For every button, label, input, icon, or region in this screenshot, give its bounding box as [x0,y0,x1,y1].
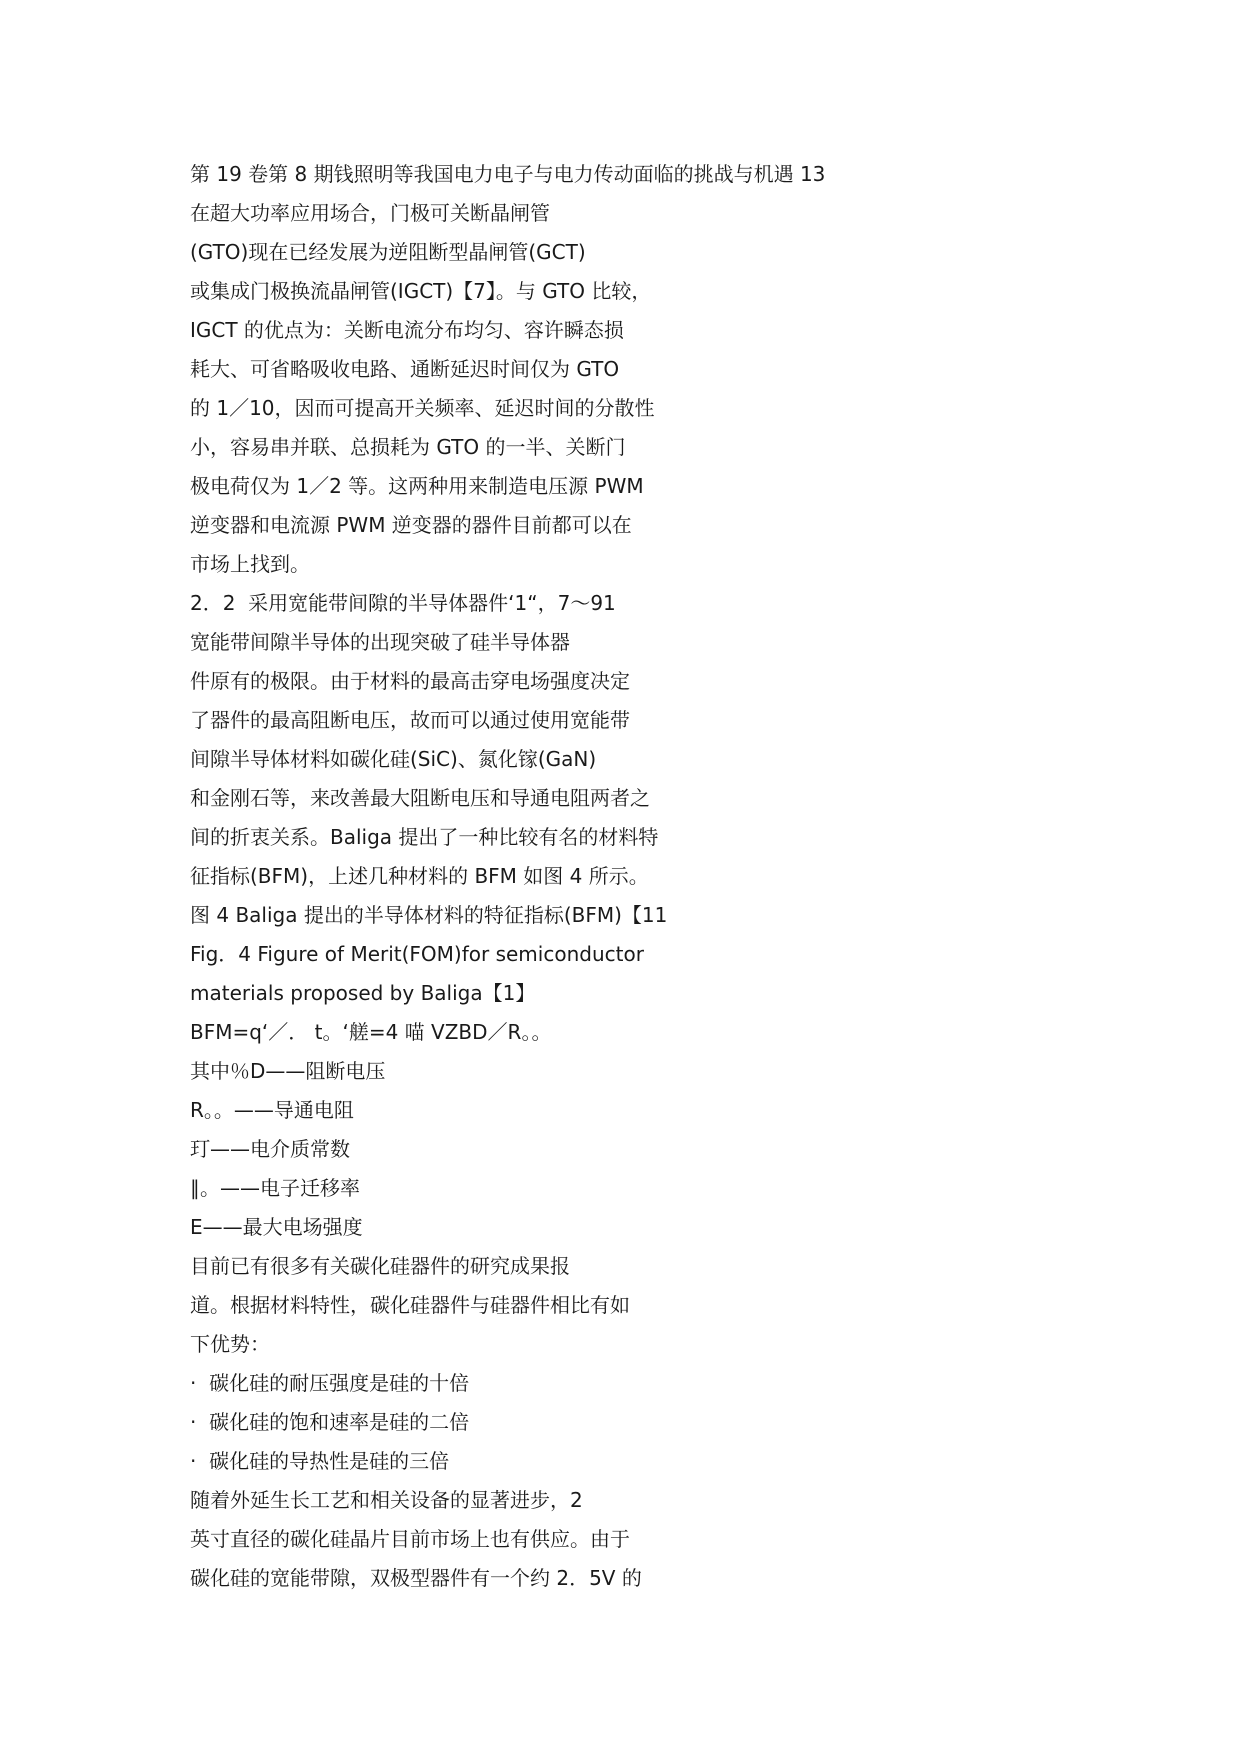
bullet-item: · 碳化硅的耐压强度是硅的十倍 [190,1371,470,1395]
text-line: 市场上找到。 [190,552,310,576]
figure-caption-en: materials proposed by Baliga【1】 [190,981,536,1005]
text-line: 极电荷仅为 1／2 等。这两种用来制造电压源 PWM [190,474,644,498]
text-line: 了器件的最高阻断电压，故而可以通过使用宽能带 [190,708,630,732]
text-line: 在超大功率应用场合，门极可关断晶闸管 [190,201,550,225]
definition-line: E——最大电场强度 [190,1215,363,1239]
text-line: 的 1／10，因而可提高开关频率、延迟时间的分散性 [190,396,655,420]
page-header-line: 第 19 卷第 8 期钱照明等我国电力电子与电力传动面临的挑战与机遇 13 [190,162,826,186]
text-line: 下优势： [190,1332,270,1356]
bullet-item: · 碳化硅的饱和速率是硅的二倍 [190,1410,470,1434]
text-line: 小，容易串并联、总损耗为 GTO 的一半、关断门 [190,435,626,459]
definition-line: 其中％D——阻断电压 [190,1059,386,1083]
text-line: 英寸直径的碳化硅晶片目前市场上也有供应。由于 [190,1527,630,1551]
bullet-item: · 碳化硅的导热性是硅的三倍 [190,1449,450,1473]
definition-line: R。。——导通电阻 [190,1098,354,1122]
text-line: 随着外延生长工艺和相关设备的显著进步，2 [190,1488,583,1512]
section-heading: 2．2 采用宽能带间隙的半导体器件‘1“，7～91 [190,591,616,615]
text-line: 间隙半导体材料如碳化硅(SiC)、氮化镓(GaN) [190,747,597,771]
text-line: 耗大、可省略吸收电路、通断延迟时间仅为 GTO [190,357,620,381]
figure-caption-en: Fig．4 Figure of Merit(FOM)for semiconductor [190,942,644,966]
text-line: 道。根据材料特性，碳化硅器件与硅器件相比有如 [190,1293,630,1317]
text-line: 目前已有很多有关碳化硅器件的研究成果报 [190,1254,570,1278]
text-line: 和金刚石等，来改善最大阻断电压和导通电阻两者之 [190,786,650,810]
text-line: 或集成门极换流晶闸管(IGCT)【7】。与 GTO 比较， [190,279,652,303]
text-line: 宽能带间隙半导体的出现突破了硅半导体器 [190,630,570,654]
definition-line: 玎——电介质常数 [190,1137,350,1161]
text-line: 碳化硅的宽能带隙，双极型器件有一个约 2．5V 的 [190,1566,642,1590]
text-line: IGCT 的优点为：关断电流分布均匀、容许瞬态损 [190,318,624,342]
body-text [190,155,1090,1598]
text-line: 间的折衷关系。Baliga 提出了一种比较有名的材料特 [190,825,659,849]
text-line: 征指标(BFM)，上述几种材料的 BFM 如图 4 所示。 [190,864,649,888]
formula-line: BFM=q‘／． t。‘艖=4 喵 VZBD／R。。 [190,1020,552,1044]
figure-caption-cn: 图 4 Baliga 提出的半导体材料的特征指标(BFM)【11 [190,903,668,927]
text-line: 逆变器和电流源 PWM 逆变器的器件目前都可以在 [190,513,632,537]
text-line: (GTO)现在已经发展为逆阻断型晶闸管(GCT) [190,240,586,264]
text-line: 件原有的极限。由于材料的最高击穿电场强度决定 [190,669,630,693]
definition-line: ∥。——电子迁移率 [190,1176,360,1200]
